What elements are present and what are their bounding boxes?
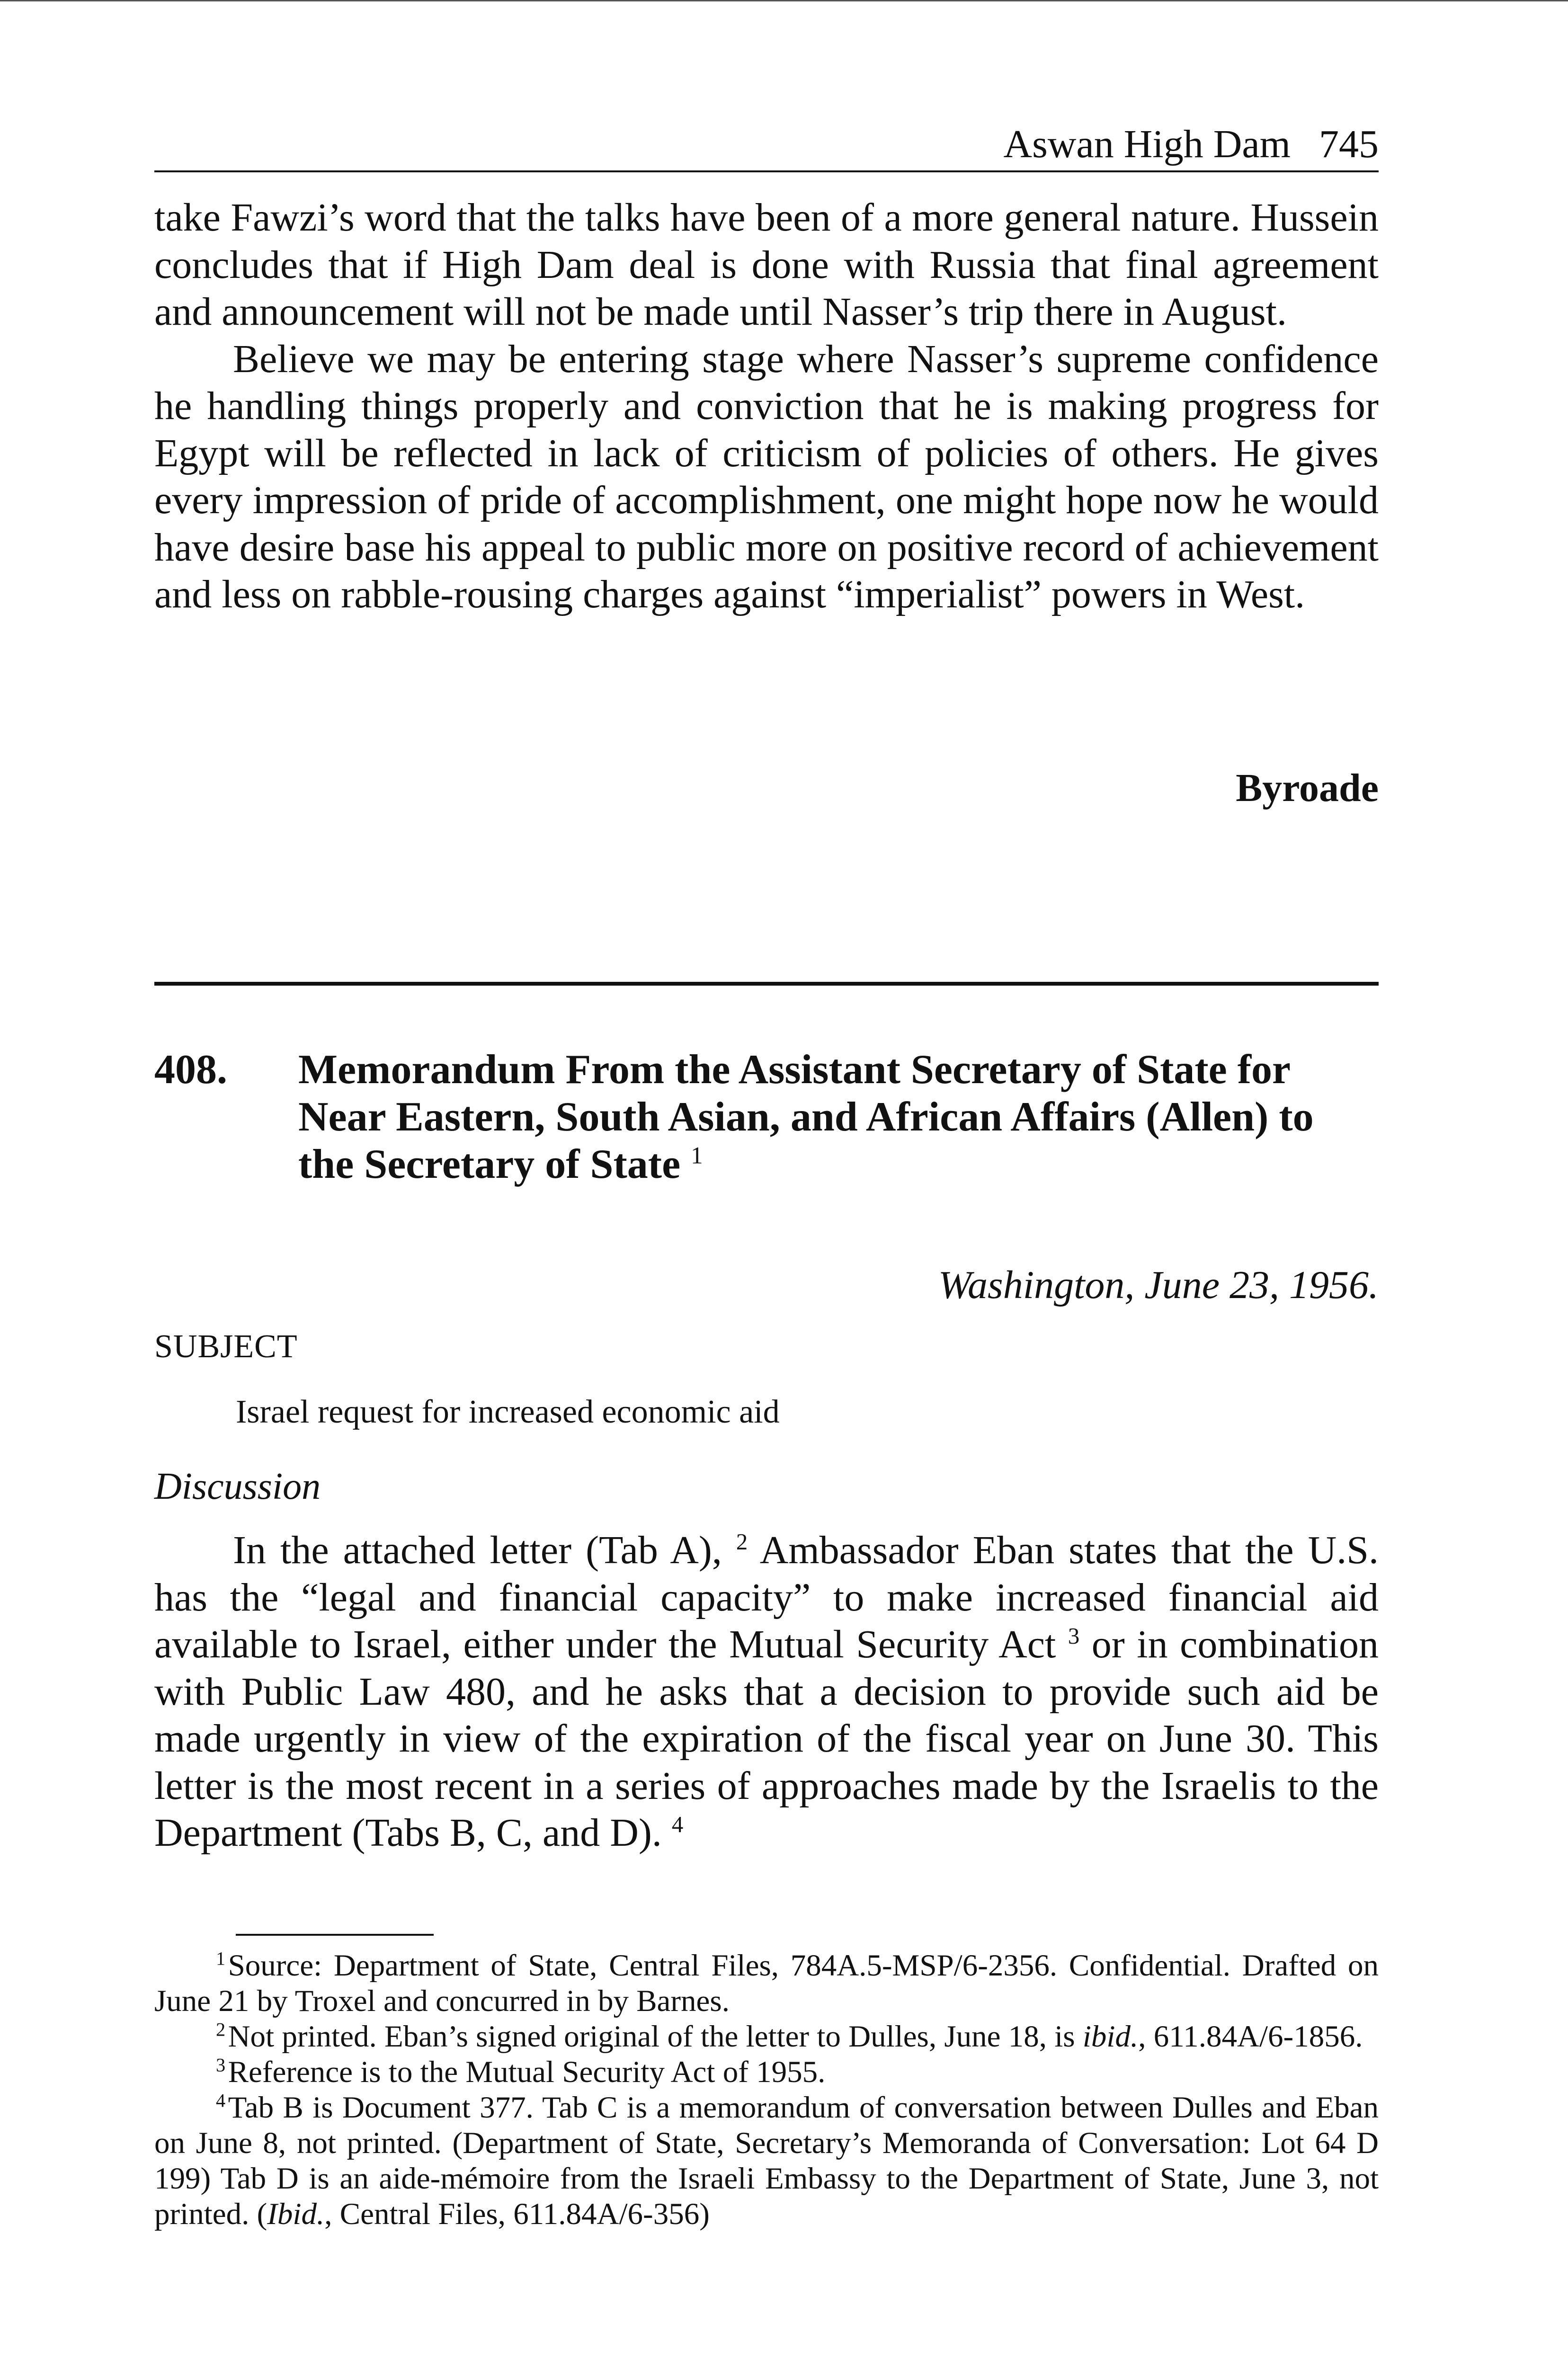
document-title bbox=[298, 1046, 1379, 1188]
subject-label: SUBJECT bbox=[154, 1328, 298, 1365]
footnote-mark: 3 bbox=[216, 2054, 226, 2076]
continuation-paragraph: take Fawzi’s word that the talks have been of a more general nature. Hussein concludes that if High Dam deal is done with Russia that final agreement and announcement will not be made until Nasser’s trip there in August. bbox=[154, 196, 1379, 334]
footnote-text: , 611.84A/6-1856. bbox=[1138, 2020, 1363, 2054]
header-rule bbox=[154, 170, 1379, 172]
footnote-mark: 2 bbox=[216, 2019, 226, 2040]
discussion-paragraph bbox=[154, 1527, 1379, 1857]
footnote-ref[interactable]: 1 bbox=[691, 1142, 703, 1169]
subject-text: Israel request for increased economic aid bbox=[236, 1394, 780, 1430]
page-number: 745 bbox=[1319, 122, 1379, 166]
footnote-text: Not printed. Eban’s signed original of the letter to Dulles, June 18, is bbox=[228, 2020, 1083, 2054]
footnote-text: Source: Department of State, Central Files, 784A.5-MSP/6-2356. Confidential. Drafted on June 21 by Troxel and concurred in by Barnes. bbox=[154, 1949, 1379, 2018]
running-title: Aswan High Dam bbox=[1003, 122, 1291, 166]
document-title-text: Memorandum From the Assistant Secretary of State for Near Eastern, South Asian, and African Affairs (Allen) to the Secretary of State bbox=[298, 1047, 1314, 1187]
footnote-text: Reference is to the Mutual Security Act of 1955. bbox=[228, 2055, 826, 2089]
footnote-citation: Ibid. bbox=[267, 2197, 325, 2231]
footnote-rule bbox=[236, 1934, 434, 1936]
dateline: Washington, June 23, 1956. bbox=[938, 1263, 1379, 1307]
body-text: Ambassador Eban states that the U.S. has the “legal and financial capacity” to make increased financial aid available to Israel, either under the Mutual Security Act bbox=[154, 1528, 1379, 1666]
signature: Byroade bbox=[1236, 766, 1379, 810]
footnote-text: , Central Files, 611.84A/6-356) bbox=[324, 2197, 710, 2231]
footnote-citation: ibid. bbox=[1082, 2020, 1139, 2054]
discussion-heading: Discussion bbox=[154, 1466, 321, 1507]
footnote bbox=[154, 2090, 1379, 2232]
footnote-mark: 1 bbox=[216, 1948, 226, 1969]
footnote-ref[interactable]: 4 bbox=[671, 1812, 684, 1837]
scan-top-edge bbox=[0, 0, 1568, 1]
running-head bbox=[154, 121, 1379, 168]
body-text: or in combination with Public Law 480, and he asks that a decision to provide such aid be made urgently in view of the expiration of the fiscal year on June 30. This letter is the most recent in a series of approaches made by the Israelis to the Department (Tabs B, C, and D). bbox=[154, 1622, 1379, 1855]
footnote-mark: 4 bbox=[216, 2090, 226, 2111]
continuation-text bbox=[154, 194, 1379, 618]
footnotes bbox=[154, 1948, 1379, 2232]
footnote-text: Tab B is Document 377. Tab C is a memorandum of conversation between Dulles and Eban on June 8, not printed. (Department of State, Secretary’s Memoranda of Conversation: Lot 64 D 199) Tab D is an aide-mémoire from the Israeli Embassy to the Department of State, June 3, not printed. ( bbox=[154, 2091, 1379, 2231]
footnote-ref[interactable]: 3 bbox=[1068, 1623, 1080, 1649]
section-divider bbox=[154, 982, 1379, 986]
footnote bbox=[154, 2055, 1379, 2090]
footnote bbox=[154, 1948, 1379, 2019]
continuation-paragraph: Believe we may be entering stage where Nasser’s supreme confidence he handling things properly and conviction that he is making progress for Egypt will be reflected in lack of criticism of policies of others. He gives every impression of pride of accomplishment, one might hope now he would have desire base his appeal to public more on positive record of achievement and less on rabble-rousing charges against “imperialist” powers in West. bbox=[154, 337, 1379, 616]
footnote bbox=[154, 2019, 1379, 2055]
body-text: In the attached letter (Tab A), bbox=[233, 1528, 722, 1572]
discussion-body bbox=[154, 1527, 1379, 1857]
document-number: 408. bbox=[154, 1047, 227, 1093]
footnote-ref[interactable]: 2 bbox=[736, 1529, 748, 1555]
